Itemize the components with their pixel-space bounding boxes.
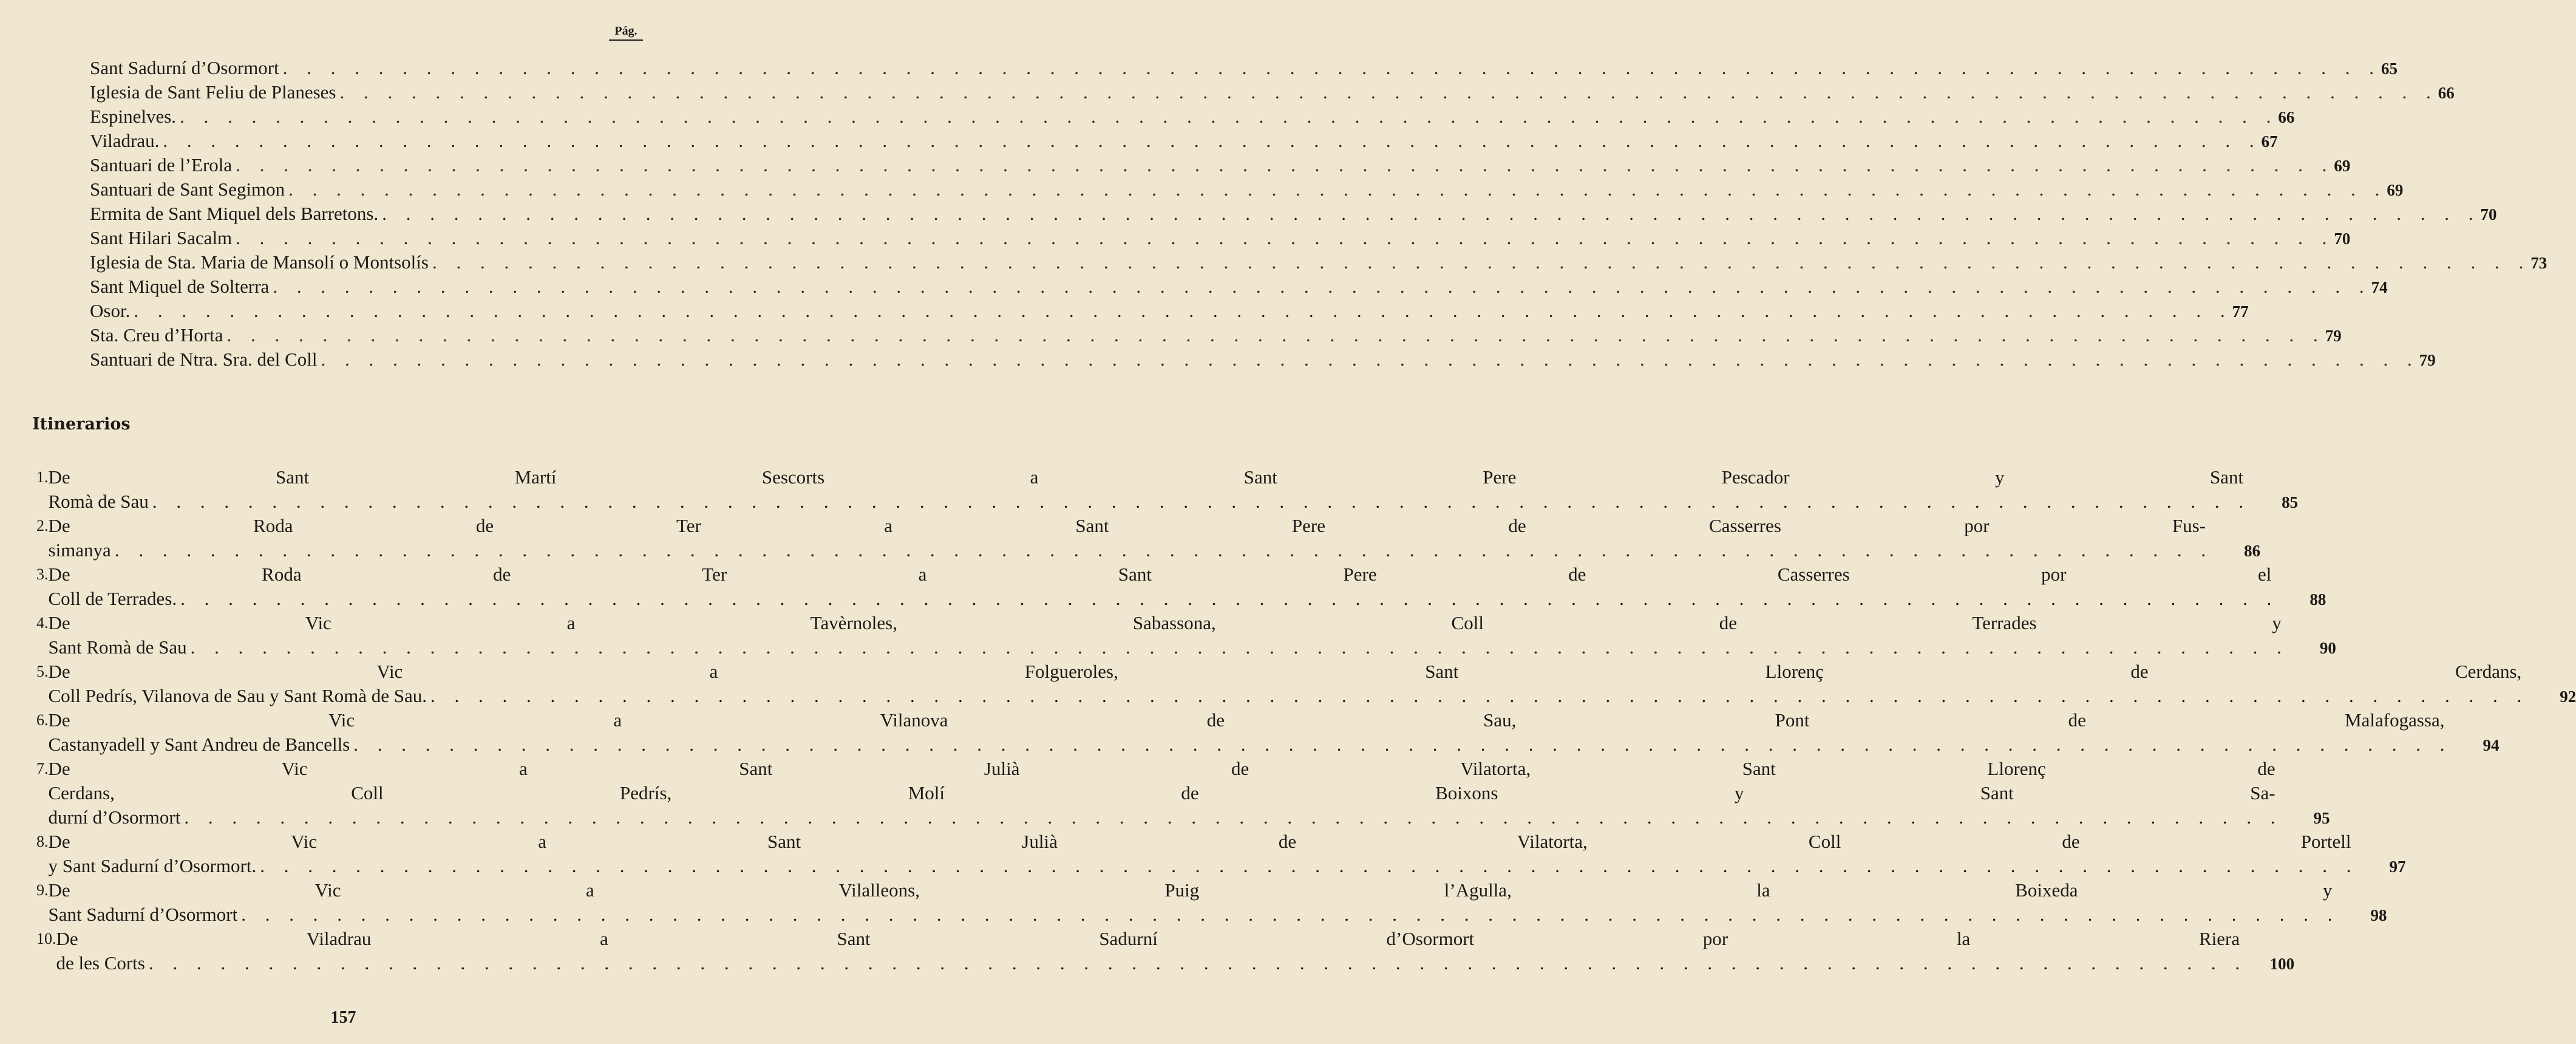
leader-dots: . . . . . . . . . . . . . . . . . . . . . . . . . . . . . . . . . . . . . . . . . . . . . . . . . . . . . . . . . . . . . . . . . . . . . . . . . . . . . . . . . . . . . . . . [148,952,2248,974]
itinerary-line: De Vic a Sant Julià de Vilatorta, Sant Llorenç de [48,758,2275,779]
leader-dots: . . . . . . . . . . . . . . . . . . . . . . . . . . . . . . . . . . . . . . . . . . . . . . . . . . . . . . . . . . . . . . . . . . . . . . . . . . . . . . . . . . . . . . . . [321,349,2419,370]
toc-entry-title: Sta. Creu d’Horta [90,324,223,346]
itinerary-line: durní d’Osormort [48,807,181,828]
itinerary-body [49,514,2261,562]
toc-entry-page: 67 [2261,132,2278,151]
itinerary-number: 7. [36,760,49,777]
leader-dots: . . . . . . . . . . . . . . . . . . . . . . . . . . . . . . . . . . . . . . . . . . . . . . . . . . . . . . . . . . . . . . . . . . . . . . . . . . . . . . . . . . . . . . . . [190,636,2289,658]
itinerary-last-line [49,490,2299,514]
itinerary-line: Cerdans, Coll Pedrís, Molí de Boixons y Sant Sa- [48,782,2275,803]
itinerary-entry [36,708,2500,757]
itinerary-number: 5. [36,663,49,680]
itinerary-entry [36,757,2330,830]
toc-entry [90,56,2398,80]
toc-entry-title: Santuari de Sant Segimon [90,179,285,200]
itinerary-line: simanya [48,539,111,561]
itinerary-number: 8. [36,833,49,850]
itinerary-line: Castanyadell y Sant Andreu de Bancells [48,734,350,755]
leader-dots: . . . . . . . . . . . . . . . . . . . . . . . . . . . . . . . . . . . . . . . . . . . . . . . . . . . . . . . . . . . . . . . . . . . . . . . . . . . . . . . . . . . . . . . . [114,539,2214,561]
leader-dots: . . . . . . . . . . . . . . . . . . . . . . . . . . . . . . . . . . . . . . . . . . . . . . . . . . . . . . . . . . . . . . . . . . . . . . . . . . . . . . . . . . . . . . . . [180,588,2279,609]
itinerary-line: y Sant Sadurní d’Osormort. [48,855,257,876]
itinerary-entry [36,465,2299,514]
itinerary-last-line [56,951,2295,975]
toc-list [90,56,2547,372]
itinerary-page: 88 [2309,590,2326,609]
toc-entry-title: Sant Miquel de Solterra [90,276,270,297]
itinerary-line: De Vic a Vilalleons, Puig l’Agulla, la Boixeda y [48,879,2333,901]
toc-entry-page: 69 [2387,181,2404,199]
leader-dots: . . . . . . . . . . . . . . . . . . . . . . . . . . . . . . . . . . . . . . . . . . . . . . . . . . . . . . . . . . . . . . . . . . . . . . . . . . . . . . . . . . . . . . . . [432,251,2531,273]
itinerary-number: 9. [36,881,49,899]
toc-entry [90,275,2388,299]
itinerary-body [49,562,2326,611]
toc-entry [90,202,2497,226]
toc-entry-page: 70 [2334,230,2351,248]
itinerary-number: 4. [36,614,49,632]
toc-entry-title: Ermita de Sant Miquel dels Barretons. [90,203,379,224]
toc-entry-page: 77 [2232,302,2249,321]
itinerary-line: Romà de Sau [48,491,149,512]
toc-entry-page: 79 [2325,327,2342,345]
toc-entry-title: Espinelves. [90,106,177,127]
itinerary-line: De Sant Martí Sescorts a Sant Pere Pescador y Sant [48,466,2244,488]
toc-entry [90,104,2295,129]
itinerary-line: Coll de Terrades. [48,588,177,609]
itinerary-body [49,830,2406,878]
toc-entry [90,250,2547,275]
itinerary-line: Sant Sadurní d’Osormort [48,904,238,925]
toc-entry [90,299,2249,323]
leader-dots: . . . . . . . . . . . . . . . . . . . . . . . . . . . . . . . . . . . . . . . . . . . . . . . . . . . . . . . . . . . . . . . . . . . . . . . . . . . . . . . . . . . . . . . . [152,491,2251,512]
itinerary-body [49,878,2387,927]
toc-entry [90,347,2436,372]
leader-dots: . . . . . . . . . . . . . . . . . . . . . . . . . . . . . . . . . . . . . . . . . . . . . . . . . . . . . . . . . . . . . . . . . . . . . . . . . . . . . . . . . . . . . . . . [353,734,2452,755]
leader-dots: . . . . . . . . . . . . . . . . . . . . . . . . . . . . . . . . . . . . . . . . . . . . . . . . . . . . . . . . . . . . . . . . . . . . . . . . . . . . . . . . . . . . . . . . [288,179,2387,200]
itinerary-entry [36,611,2336,660]
itinerary-line: De Vic a Sant Julià de Vilatorta, Coll de Portell [48,831,2351,852]
toc-entry-page: 66 [2278,108,2295,126]
itinerary-list [36,465,2576,975]
page-number: 157 [330,1008,356,1027]
toc-entry-title: Iglesia de Sta. Maria de Mansolí o Montsolís [90,251,429,273]
leader-dots: . . . . . . . . . . . . . . . . . . . . . . . . . . . . . . . . . . . . . . . . . . . . . . . . . . . . . . . . . . . . . . . . . . . . . . . . . . . . . . . . . . . . . . . . [236,154,2334,176]
itinerary-page: 98 [2370,906,2387,924]
itinerary-page: 97 [2389,858,2406,876]
itinerary-line: De Vic a Tavèrnoles, Sabassona, Coll de Terrades y [48,612,2282,633]
toc-entry-page: 69 [2334,157,2351,175]
itinerary-body [56,927,2295,975]
leader-dots: . . . . . . . . . . . . . . . . . . . . . . . . . . . . . . . . . . . . . . . . . . . . . . . . . . . . . . . . . . . . . . . . . . . . . . . . . . . . . . . . . . . . . . . . [282,57,2381,78]
itinerary-last-line [49,635,2336,660]
itinerary-body [49,611,2336,660]
toc-entry [90,153,2351,177]
page-column-header: Pág. [609,24,643,41]
itinerary-entry [36,514,2261,562]
toc-entry [90,226,2351,250]
itinerary-line: Sant Romà de Sau [48,636,187,658]
section-title: Itinerarios [32,415,131,434]
leader-dots: . . . . . . . . . . . . . . . . . . . . . . . . . . . . . . . . . . . . . . . . . . . . . . . . . . . . . . . . . . . . . . . . . . . . . . . . . . . . . . . . . . . . . . . . [273,276,2371,297]
itinerary-entry [36,878,2387,927]
itinerary-last-line [49,732,2500,757]
toc-entry-title: Viladrau. [90,130,160,151]
itinerary-last-line [49,854,2406,878]
toc-entry-page: 66 [2438,84,2455,102]
leader-dots: . . . . . . . . . . . . . . . . . . . . . . . . . . . . . . . . . . . . . . . . . . . . . . . . . . . . . . . . . . . . . . . . . . . . . . . . . . . . . . . . . . . . . . . . [163,130,2262,151]
toc-entry-title: Osor. [90,300,131,321]
leader-dots: . . . . . . . . . . . . . . . . . . . . . . . . . . . . . . . . . . . . . . . . . . . . . . . . . . . . . . . . . . . . . . . . . . . . . . . . . . . . . . . . . . . . . . . . [430,685,2529,706]
itinerary-number: 3. [36,565,49,583]
leader-dots: . . . . . . . . . . . . . . . . . . . . . . . . . . . . . . . . . . . . . . . . . . . . . . . . . . . . . . . . . . . . . . . . . . . . . . . . . . . . . . . . . . . . . . . . [226,324,2325,346]
itinerary-entry [36,830,2406,878]
itinerary-entry [36,927,2295,975]
itinerary-page: 90 [2319,639,2336,657]
leader-dots: . . . . . . . . . . . . . . . . . . . . . . . . . . . . . . . . . . . . . . . . . . . . . . . . . . . . . . . . . . . . . . . . . . . . . . . . . . . . . . . . . . . . . . . . [241,904,2340,925]
toc-entry-title: Sant Hilari Sacalm [90,227,233,248]
itinerary-page: 86 [2244,542,2261,560]
toc-entry-title: Santuari de Ntra. Sra. del Coll [90,349,318,370]
itinerary-page: 94 [2483,736,2500,754]
itinerary-number: 10. [36,930,56,947]
itinerary-page: 92 [2560,687,2576,706]
itinerary-last-line [49,538,2261,562]
leader-dots: . . . . . . . . . . . . . . . . . . . . . . . . . . . . . . . . . . . . . . . . . . . . . . . . . . . . . . . . . . . . . . . . . . . . . . . . . . . . . . . . . . . . . . . . [382,203,2481,224]
leader-dots: . . . . . . . . . . . . . . . . . . . . . . . . . . . . . . . . . . . . . . . . . . . . . . . . . . . . . . . . . . . . . . . . . . . . . . . . . . . . . . . . . . . . . . . . [236,227,2334,248]
toc-entry-title: Iglesia de Sant Feliu de Planeses [90,81,336,103]
toc-entry [90,80,2455,104]
itinerary-number: 6. [36,711,49,729]
itinerary-line: De Roda de Ter a Sant Pere de Casserres por el [48,564,2272,585]
itinerary-body [49,708,2500,757]
itinerary-line: De Viladrau a Sant Sadurní d’Osormort por la Riera [56,928,2240,949]
toc-entry [90,177,2404,202]
itinerary-entry [36,660,2576,708]
leader-dots: . . . . . . . . . . . . . . . . . . . . . . . . . . . . . . . . . . . . . . . . . . . . . . . . . . . . . . . . . . . . . . . . . . . . . . . . . . . . . . . . . . . . . . . . [260,855,2359,876]
itinerary-page: 95 [2313,809,2330,827]
toc-entry-page: 70 [2480,205,2497,223]
leader-dots: . . . . . . . . . . . . . . . . . . . . . . . . . . . . . . . . . . . . . . . . . . . . . . . . . . . . . . . . . . . . . . . . . . . . . . . . . . . . . . . . . . . . . . . . [339,81,2438,103]
leader-dots: . . . . . . . . . . . . . . . . . . . . . . . . . . . . . . . . . . . . . . . . . . . . . . . . . . . . . . . . . . . . . . . . . . . . . . . . . . . . . . . . . . . . . . . . [180,106,2279,127]
itinerary-line: De Vic a Vilanova de Sau, Pont de Malafogassa, [48,709,2445,731]
itinerary-line: De Roda de Ter a Sant Pere de Casserres por Fus- [48,515,2206,536]
toc-entry-page: 79 [2419,351,2436,369]
itinerary-last-line [49,684,2576,708]
itinerary-body [49,757,2330,830]
toc-entry-page: 73 [2530,254,2547,272]
itinerary-last-line [49,902,2387,927]
itinerary-line: De Vic a Folgueroles, Sant Llorenç de Cerdans, [48,661,2522,682]
toc-entry-page: 65 [2381,60,2398,78]
itinerary-last-line [49,805,2330,830]
itinerary-entry [36,562,2326,611]
itinerary-body [49,660,2576,708]
itinerary-number: 1. [36,468,49,486]
itinerary-page: 85 [2282,493,2299,511]
itinerary-line: Coll Pedrís, Vilanova de Sau y Sant Romà de Sau. [48,685,427,706]
toc-entry-title: Sant Sadurní d’Osormort [90,57,279,78]
itinerary-line: de les Corts [56,952,145,974]
itinerary-body [49,465,2299,514]
itinerary-page: 100 [2269,955,2295,973]
toc-entry-page: 74 [2371,278,2388,296]
leader-dots: . . . . . . . . . . . . . . . . . . . . . . . . . . . . . . . . . . . . . . . . . . . . . . . . . . . . . . . . . . . . . . . . . . . . . . . . . . . . . . . . . . . . . . . . [184,807,2283,828]
toc-entry-title: Santuari de l’Erola [90,154,233,176]
leader-dots: . . . . . . . . . . . . . . . . . . . . . . . . . . . . . . . . . . . . . . . . . . . . . . . . . . . . . . . . . . . . . . . . . . . . . . . . . . . . . . . . . . . . . . . . [134,300,2232,321]
itinerary-number: 2. [36,517,49,534]
itinerary-last-line [49,587,2326,611]
toc-entry [90,129,2278,153]
toc-entry [90,323,2342,347]
